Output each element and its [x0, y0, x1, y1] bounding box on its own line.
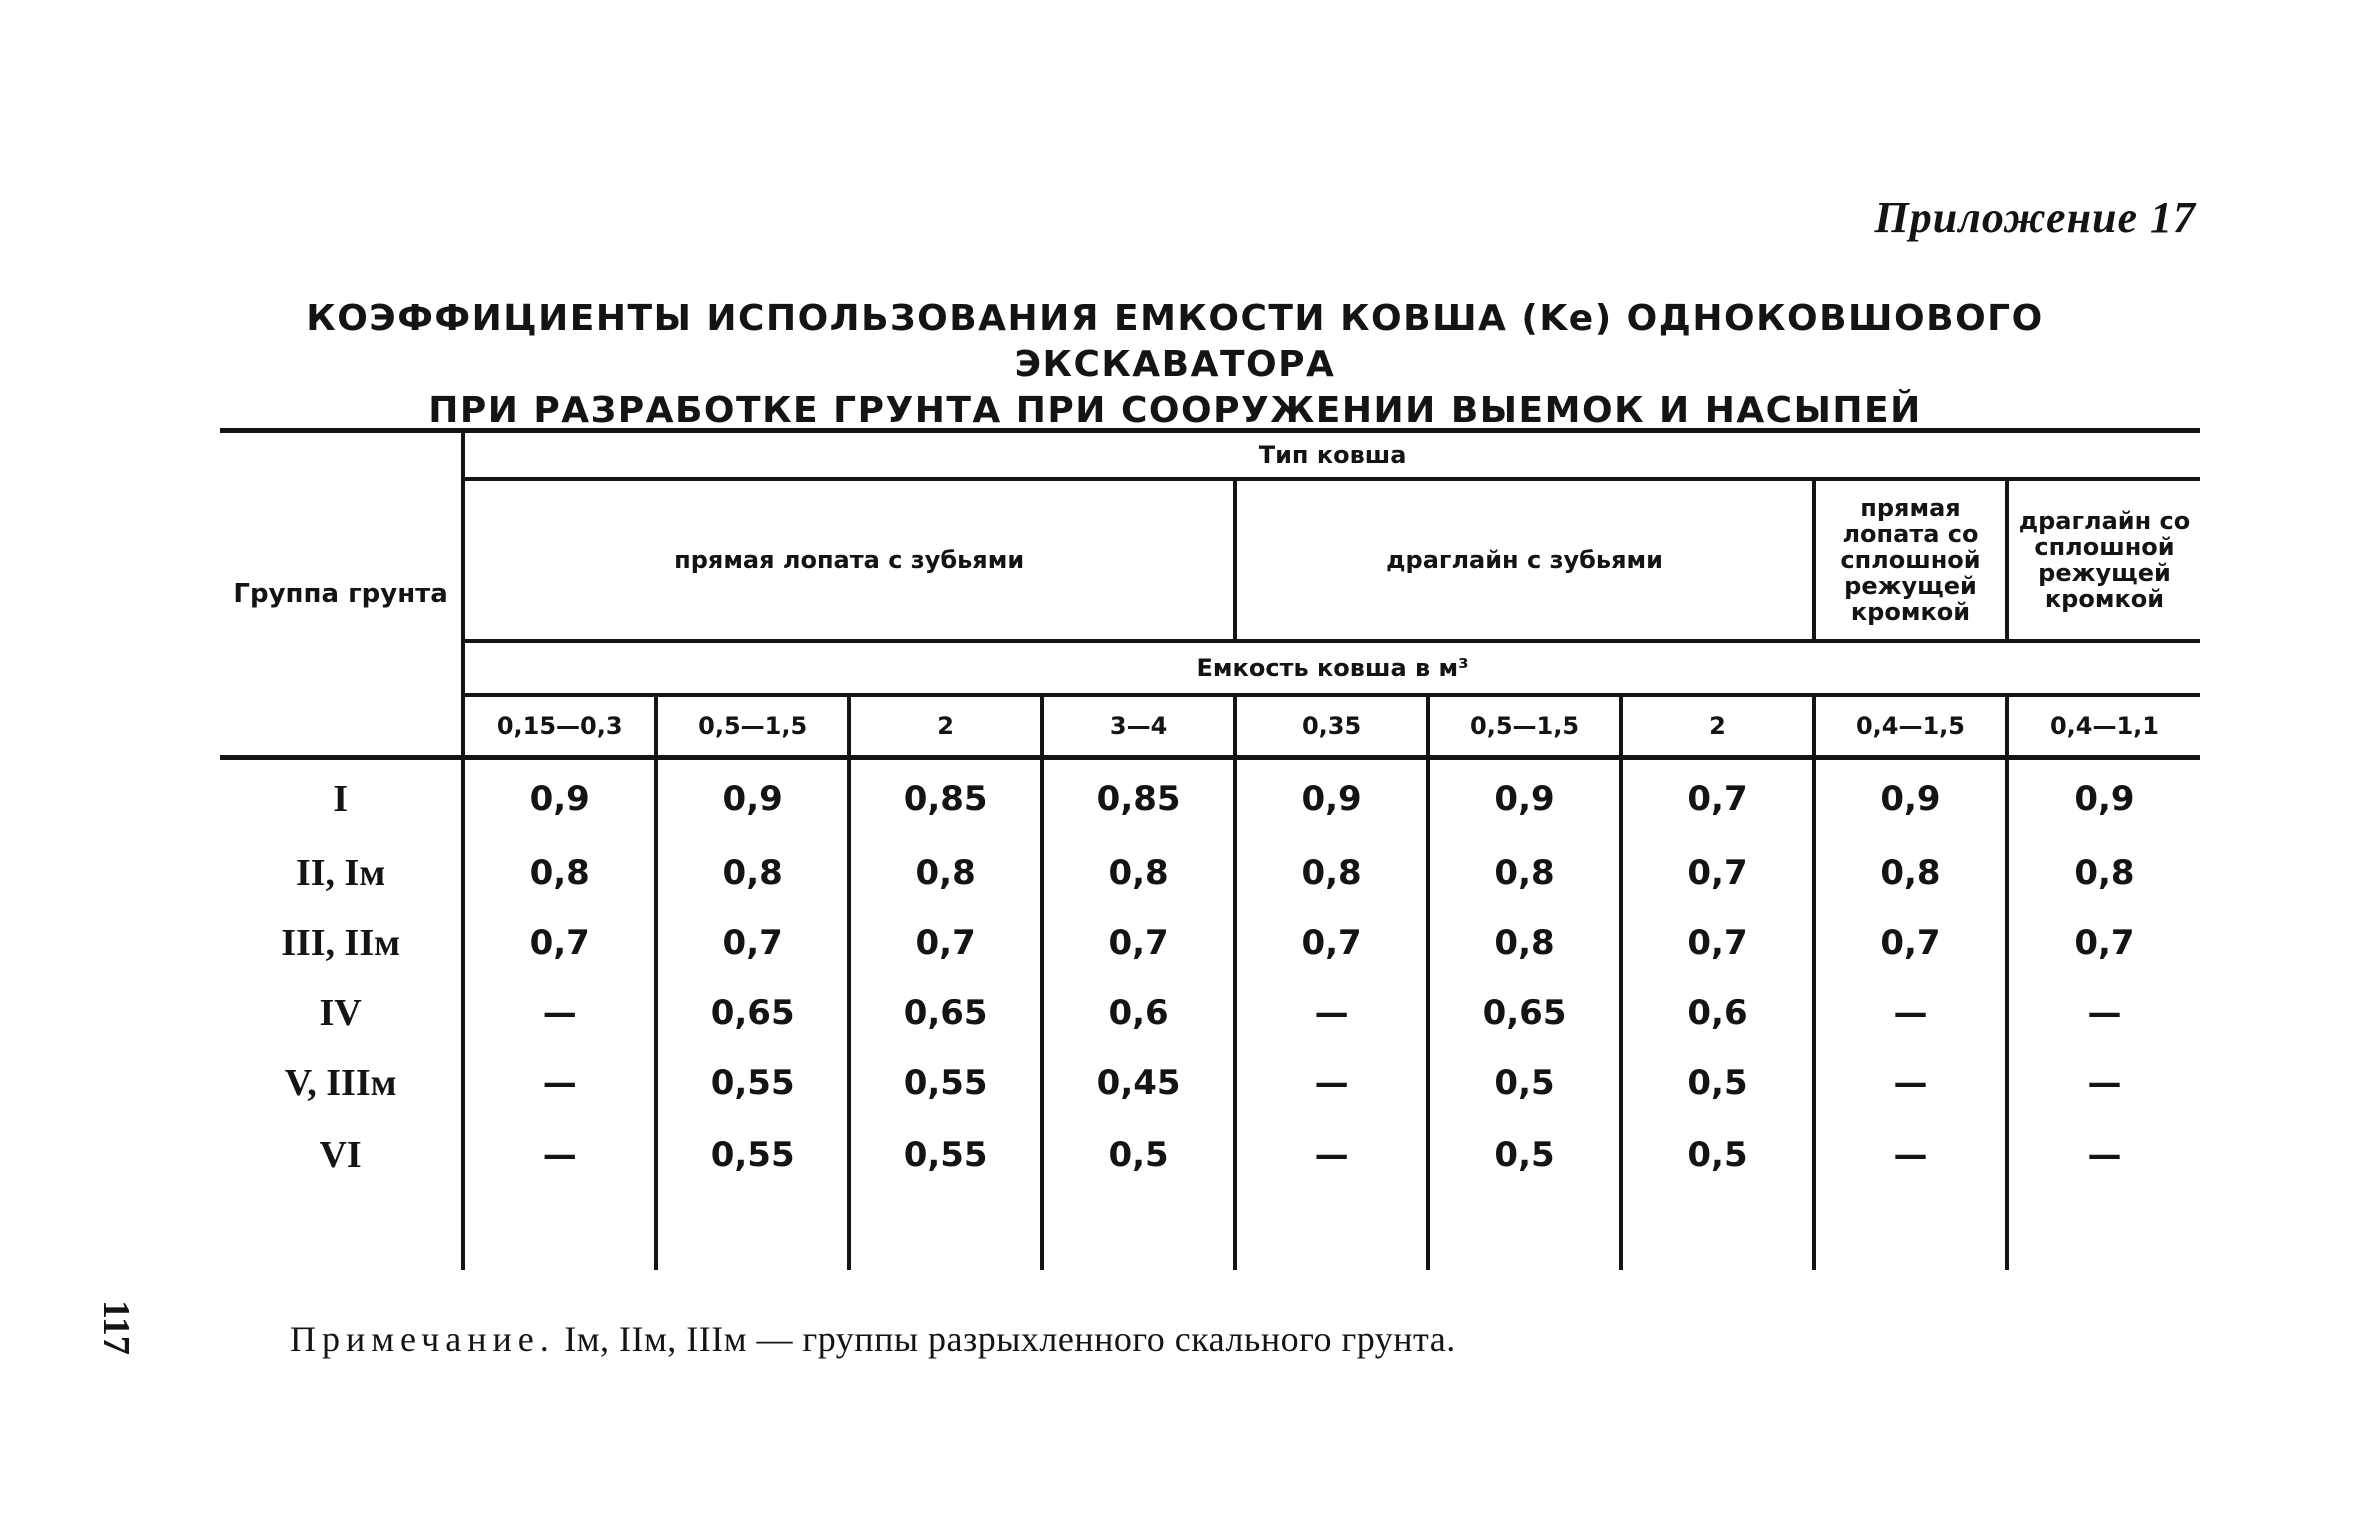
soil-group: II, Iм — [295, 852, 386, 894]
coefficient-cell: 0,8 — [1814, 838, 2007, 908]
spacer-cell — [220, 1192, 463, 1270]
table-row — [220, 1118, 2200, 1192]
coefficient-cell: 0,7 — [1042, 908, 1235, 978]
page-number: 117 — [95, 1300, 137, 1355]
coefficient-cell: 0,5 — [1042, 1118, 1235, 1192]
coefficient-cell: 0,7 — [849, 908, 1042, 978]
table-row — [220, 758, 2200, 839]
coefficient-cell: — — [2007, 1118, 2200, 1192]
capacity-col-9: 0,4—1,1 — [2007, 695, 2200, 758]
coefficient-cell: 0,65 — [849, 978, 1042, 1048]
coefficient-cell: 0,6 — [1042, 978, 1235, 1048]
coefficient-cell: — — [1235, 978, 1428, 1048]
footnote — [290, 1318, 1456, 1360]
coefficient-cell: 0,65 — [656, 978, 849, 1048]
soil-group: V, IIIм — [284, 1062, 397, 1104]
coefficient-cell: 0,7 — [1235, 908, 1428, 978]
header-bucket-type-2: драглайн с зубьями — [1235, 479, 1814, 641]
coefficient-cell: 0,7 — [1621, 838, 1814, 908]
spacer-cell — [1235, 1192, 1428, 1270]
coefficient-cell: 0,7 — [1621, 908, 1814, 978]
header-bucket-type-4: драглайн со сплошной режущей кромкой — [2007, 479, 2200, 641]
header-bucket-type-3: прямая лопата со сплошной режущей кромкой — [1814, 479, 2007, 641]
coefficient-cell: 0,85 — [849, 758, 1042, 839]
coefficient-cell: 0,6 — [1621, 978, 1814, 1048]
coefficient-cell: 0,9 — [1814, 758, 2007, 839]
spacer-cell — [656, 1192, 849, 1270]
soil-group: I — [333, 778, 348, 820]
spacer-cell — [1814, 1192, 2007, 1270]
table-row-spacer — [220, 1192, 2200, 1270]
coefficient-cell: 0,7 — [2007, 908, 2200, 978]
table-row — [220, 1048, 2200, 1118]
soil-group: IV — [319, 992, 362, 1034]
appendix-label: Приложение 17 — [1874, 193, 2196, 242]
coefficient-cell: — — [1814, 1048, 2007, 1118]
spacer-cell — [1042, 1192, 1235, 1270]
header-soil-group: Группа грунта — [220, 431, 463, 758]
coefficient-cell: 0,8 — [1428, 908, 1621, 978]
spacer-cell — [2007, 1192, 2200, 1270]
coefficient-cell: 0,9 — [1235, 758, 1428, 839]
coefficient-cell: 0,85 — [1042, 758, 1235, 839]
capacity-col-1: 0,15—0,3 — [463, 695, 656, 758]
soil-group: III, IIм — [281, 922, 401, 964]
coefficient-cell: 0,8 — [1235, 838, 1428, 908]
coefficient-cell: — — [1814, 978, 2007, 1048]
coefficient-cell: 0,7 — [1621, 758, 1814, 839]
coefficient-cell: — — [463, 978, 656, 1048]
capacity-col-3: 2 — [849, 695, 1042, 758]
coefficient-cell: 0,7 — [656, 908, 849, 978]
spacer-cell — [463, 1192, 656, 1270]
coefficient-cell: 0,8 — [463, 838, 656, 908]
coefficient-cell: 0,55 — [849, 1048, 1042, 1118]
coefficient-cell: 0,55 — [849, 1118, 1042, 1192]
coefficients-table — [220, 428, 2200, 1270]
note-label: Примечание. — [290, 1319, 555, 1359]
table-row — [220, 838, 2200, 908]
coefficient-cell: — — [2007, 978, 2200, 1048]
header-bucket-type-1: прямая лопата с зубьями — [463, 479, 1235, 641]
spacer-cell — [1621, 1192, 1814, 1270]
coefficient-cell: 0,9 — [656, 758, 849, 839]
coefficient-cell: 0,55 — [656, 1118, 849, 1192]
coefficient-cell: 0,7 — [463, 908, 656, 978]
coefficient-cell: — — [1814, 1118, 2007, 1192]
coefficient-cell: 0,8 — [1428, 838, 1621, 908]
coefficient-cell: 0,45 — [1042, 1048, 1235, 1118]
capacity-col-7: 2 — [1621, 695, 1814, 758]
title-line-1: КОЭФФИЦИЕНТЫ ИСПОЛЬЗОВАНИЯ ЕМКОСТИ КОВША (Kе) ОДНОКОВШОВОГО ЭКСКАВАТОРА — [306, 298, 2044, 385]
coefficient-cell: 0,5 — [1428, 1118, 1621, 1192]
table-row — [220, 908, 2200, 978]
title-line-2: ПРИ РАЗРАБОТКЕ ГРУНТА ПРИ СООРУЖЕНИИ ВЫЕМОК И НАСЫПЕЙ — [428, 390, 1922, 431]
coefficient-cell: 0,55 — [656, 1048, 849, 1118]
coefficient-cell: 0,8 — [1042, 838, 1235, 908]
coefficient-cell: — — [1235, 1048, 1428, 1118]
coefficient-cell: — — [2007, 1048, 2200, 1118]
coefficient-cell: 0,7 — [1814, 908, 2007, 978]
header-capacity: Емкость ковша в м³ — [463, 641, 2200, 695]
capacity-col-5: 0,35 — [1235, 695, 1428, 758]
note-text: Iм, IIм, IIIм — группы разрыхленного скального грунта. — [554, 1319, 1456, 1359]
coefficient-cell: — — [1235, 1118, 1428, 1192]
coefficient-cell: — — [463, 1048, 656, 1118]
coefficient-cell: 0,5 — [1621, 1118, 1814, 1192]
coefficient-cell: — — [463, 1118, 656, 1192]
document-title — [160, 296, 2190, 434]
header-bucket-type: Тип ковша — [463, 431, 2200, 480]
spacer-cell — [849, 1192, 1042, 1270]
capacity-col-8: 0,4—1,5 — [1814, 695, 2007, 758]
coefficient-cell: 0,8 — [656, 838, 849, 908]
coefficient-cell: 0,5 — [1621, 1048, 1814, 1118]
coefficient-cell: 0,9 — [463, 758, 656, 839]
coefficient-cell: 0,8 — [2007, 838, 2200, 908]
coefficient-cell: 0,9 — [2007, 758, 2200, 839]
capacity-col-6: 0,5—1,5 — [1428, 695, 1621, 758]
coefficient-cell: 0,65 — [1428, 978, 1621, 1048]
soil-group: VI — [319, 1134, 362, 1176]
coefficient-cell: 0,9 — [1428, 758, 1621, 839]
coefficient-cell: 0,5 — [1428, 1048, 1621, 1118]
capacity-col-4: 3—4 — [1042, 695, 1235, 758]
coefficient-cell: 0,8 — [849, 838, 1042, 908]
table-body — [220, 758, 2200, 1271]
capacity-col-2: 0,5—1,5 — [656, 695, 849, 758]
table-row — [220, 978, 2200, 1048]
spacer-cell — [1428, 1192, 1621, 1270]
